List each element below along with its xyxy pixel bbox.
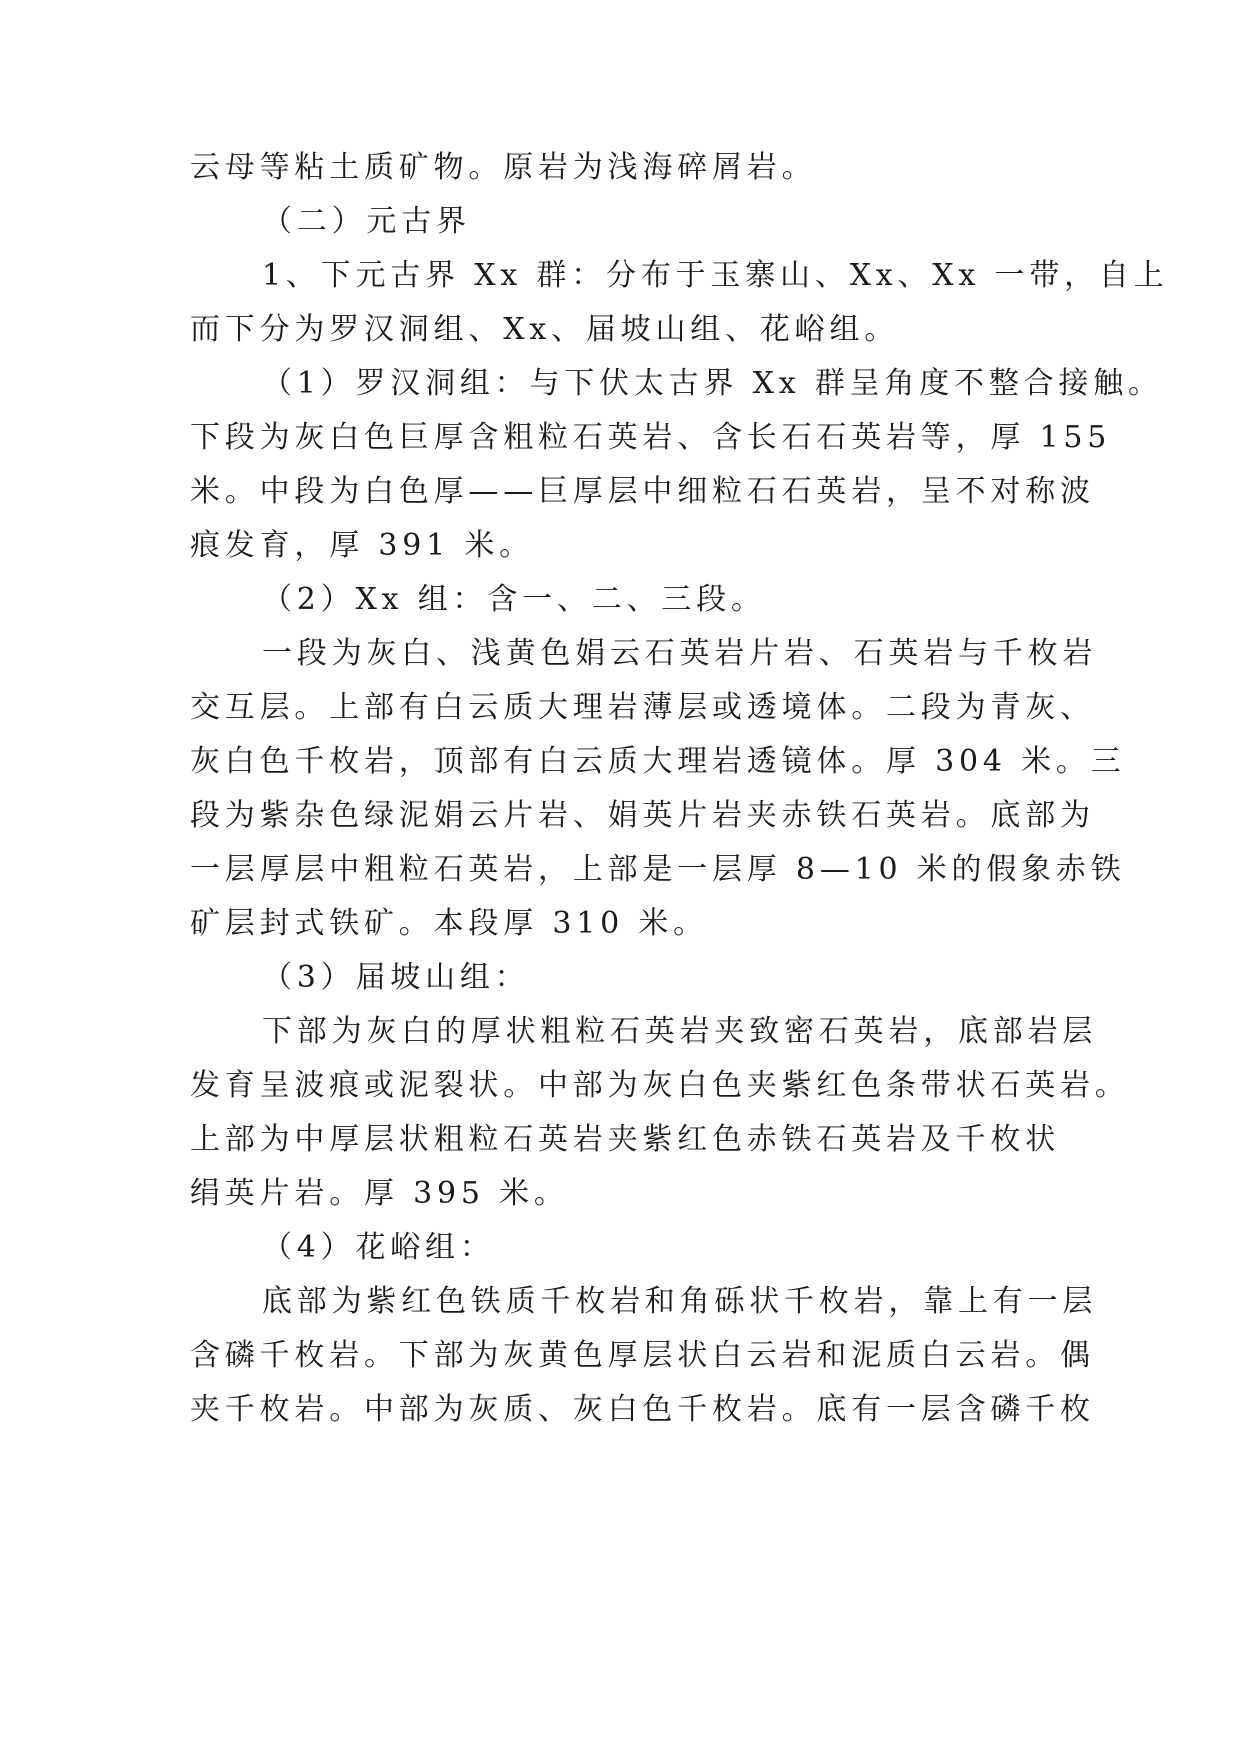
text-line: 矿层封式铁矿。本段厚 310 米。 xyxy=(190,906,708,941)
text-line: 一段为灰白、浅黄色娟云石英岩片岩、石英岩与千枚岩 xyxy=(262,636,1098,671)
text-line: 下部为灰白的厚状粗粒石英岩夹致密石英岩，底部岩层 xyxy=(262,1014,1098,1049)
text-line: 发育呈波痕或泥裂状。中部为灰白色夹紫红色条带状石英岩。 xyxy=(190,1068,1130,1103)
text-line: 痕发育，厚 391 米。 xyxy=(190,528,534,563)
text-line: （3）届坡山组： xyxy=(262,960,530,995)
text-line: 云母等粘土质矿物。原岩为浅海碎屑岩。 xyxy=(190,150,817,185)
text-line: 交互层。上部有白云质大理岩薄层或透境体。二段为青灰、 xyxy=(190,690,1095,725)
section-heading: （二）元古界 xyxy=(262,204,471,239)
text-line: 下段为灰白色巨厚含粗粒石英岩、含长石石英岩等，厚 155 xyxy=(190,420,1112,455)
text-line: 一层厚层中粗粒石英岩，上部是一层厚 8—10 米的假象赤铁 xyxy=(190,852,1126,887)
text-line: 含磷千枚岩。下部为灰黄色厚层状白云岩和泥质白云岩。偶 xyxy=(190,1338,1095,1373)
text-line: 1、下元古界 Xx 群：分布于玉寨山、Xx、Xx 一带，自上 xyxy=(262,258,1169,293)
text-line: （1）罗汉洞组：与下伏太古界 Xx 群呈角度不整合接触。 xyxy=(262,366,1163,401)
text-line: 灰白色千枚岩，顶部有白云质大理岩透镜体。厚 304 米。三 xyxy=(190,744,1126,779)
text-line: 绢英片岩。厚 395 米。 xyxy=(190,1176,569,1211)
text-line: 段为紫杂色绿泥娟云片岩、娟英片岩夹赤铁石英岩。底部为 xyxy=(190,798,1095,833)
text-line: 底部为紫红色铁质千枚岩和角砾状千枚岩，靠上有一层 xyxy=(262,1284,1098,1319)
text-line: 上部为中厚层状粗粒石英岩夹紫红色赤铁石英岩及千枚状 xyxy=(190,1122,1060,1157)
text-line: （2）Xx 组：含一、二、三段。 xyxy=(262,582,766,617)
text-line: 而下分为罗汉洞组、Xx、届坡山组、花峪组。 xyxy=(190,312,900,347)
text-line: 米。中段为白色厚——巨厚层中细粒石石英岩，呈不对称波 xyxy=(190,474,1095,509)
text-line: 夹千枚岩。中部为灰质、灰白色千枚岩。底有一层含磷千枚 xyxy=(190,1392,1095,1427)
text-line: （4）花峪组： xyxy=(262,1230,495,1265)
